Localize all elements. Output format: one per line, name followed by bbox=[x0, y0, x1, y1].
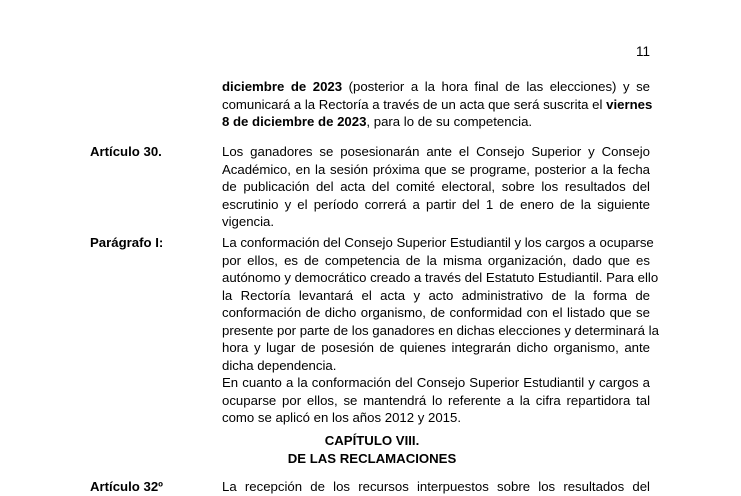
text-line: hora y lugar de posesión de quienes integrarán dicho organismo, ante bbox=[222, 340, 650, 355]
text-line: Académico, en la sesión próxima que se programe, posterior a la fecha bbox=[222, 161, 650, 177]
text-line: por ellos, es de competencia de la misma organización, dado que es bbox=[222, 252, 650, 268]
text-line: presente por parte de los ganadores en dichas elecciones y determinará la bbox=[222, 322, 659, 338]
page-number: 11 bbox=[635, 44, 650, 59]
intro-line-2: comunicará a la Rectoría a través de un acta que será suscrita el viernes bbox=[222, 96, 653, 112]
text-line: En cuanto a la conformación del Consejo Superior Estudiantil y cargos a bbox=[222, 375, 650, 390]
text-line: La conformación del Consejo Superior Estudiantil y los cargos a ocuparse bbox=[222, 235, 654, 250]
intro-line-3: 8 de diciembre de 2023, para lo de su competencia. bbox=[222, 114, 533, 129]
intro-line-1: diciembre de 2023 (posterior a la hora final de las elecciones) y se bbox=[222, 79, 651, 94]
articulo-30-text bbox=[222, 143, 650, 231]
paragrafo-1-text bbox=[222, 234, 659, 374]
chapter-heading bbox=[222, 432, 522, 467]
text-line: autónomo y democrático creado a través del Estatuto Estudiantil. Para ello bbox=[222, 270, 659, 285]
text-line: dicha dependencia. bbox=[222, 357, 337, 373]
chapter-number: CAPÍTULO VIII. bbox=[324, 433, 420, 448]
text-line: como se aplicó en los años 2012 y 2015. bbox=[222, 410, 461, 425]
text-line: vigencia. bbox=[222, 214, 275, 229]
paragrafo-1-second-paragraph bbox=[222, 374, 650, 427]
text-line: conformación de dicho organismo, de conformidad con el listado que se bbox=[222, 305, 650, 320]
paragrafo-1-label: Parágrafo I: bbox=[90, 235, 164, 250]
text-line: la Rectoría levantará el acta y acto administrativo de la forma de bbox=[222, 287, 650, 303]
text-line: de publicación del acta del comité electoral, sobre los resultados del bbox=[222, 179, 650, 194]
text-line: Los ganadores se posesionarán ante el Consejo Superior y Consejo bbox=[222, 144, 650, 159]
articulo-30-label: Artículo 30. bbox=[90, 144, 162, 159]
cutoff-line bbox=[0, 478, 741, 494]
articulo-32-text: La recepción de los recursos interpuestos sobre los resultados del bbox=[222, 479, 650, 494]
intro-paragraph bbox=[222, 78, 653, 131]
text-line: ocuparse por ellos, se mantendrá lo referente a la cifra repartidora tal bbox=[222, 392, 650, 408]
chapter-title: DE LAS RECLAMACIONES bbox=[287, 450, 457, 466]
articulo-32-label: Artículo 32º bbox=[90, 479, 163, 494]
text-line: escrutinio y el período correrá a partir del 1 de enero de la siguiente bbox=[222, 196, 650, 212]
